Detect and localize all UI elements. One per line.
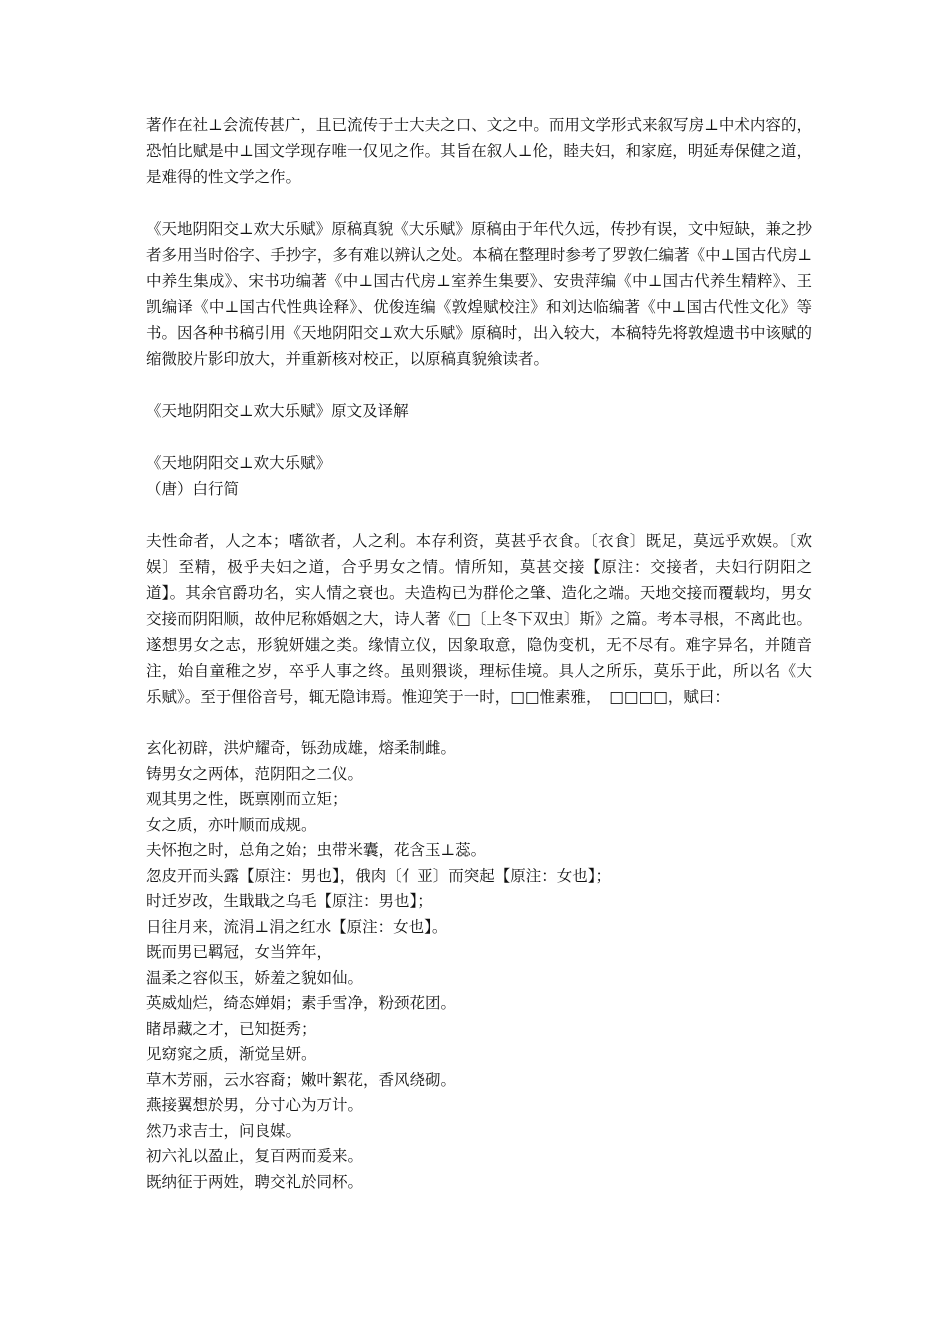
verse-line: 夫怀抱之时，总角之始；虫带米囊，花含玉⊥蕊。 — [146, 841, 487, 859]
verse-block — [146, 736, 812, 1195]
verse-line: 初六礼以盈止，复百两而爰来。 — [146, 1147, 364, 1165]
intro-paragraph: 著作在社⊥会流传甚广，且已流传于士大夫之口、文之中。而用文学形式来叙写房⊥中术内容的，恐怕比赋是中⊥国文学现存唯一仅见之作。其旨在叙人⊥伦，睦夫妇，和家庭，明延寿保健之道，是难得的性文学之作。 — [146, 116, 812, 186]
verse-line: 草木芳丽，云水容裔；嫩叶絮花，香风绕砌。 — [146, 1070, 457, 1089]
verse-line: 然乃求吉士，问良媒。 — [146, 1121, 302, 1140]
verse-line: 日往月来，流涓⊥涓之红水【原注：女也】。 — [146, 917, 448, 936]
preface-paragraph: 夫性命者，人之本；嗜欲者，人之利。本存利资，莫甚乎衣食。〔衣食〕既足，莫远乎欢娱。〔欢娱〕至精，极乎夫妇之道，合乎男女之情。情所知，莫甚交接【原注：交接者，夫妇行阴阳之道】。其余官爵功名，实人情之衰也。夫造构已为群伦之肇、造化之端。天地交接而覆载均，男女交接而阴阳顺，故仲尼称婚姻之大，诗人著《□〔上冬下双虫〕斯》之篇。考本寻根，不离此也。遂想男女之志，形貌妍媸之类。缘情立仪，因象取意，隐伪变机，无不尽有。难字异名，并随音注，始自童稚之岁，卒乎人事之终。虽则猥谈，理标佳境。具人之所乐，莫乐于此，所以名《大乐赋》。至于俚俗音号，辄无隐讳焉。惟迎笑于一时，□□惟素雅， □□□□，赋曰： — [146, 532, 812, 706]
verse-line: 睹昂藏之才，已知挺秀； — [146, 1019, 317, 1038]
verse-line: 既纳征于两姓，聘交礼於同杯。 — [146, 1172, 364, 1191]
paragraph-spacer — [146, 502, 812, 528]
verse-line: 忽皮开而头露【原注：男也】，俄肉〔亻亚〕而突起【原注：女也】； — [146, 866, 612, 885]
verse-line: 观其男之性，既禀刚而立矩； — [146, 790, 348, 808]
verse-line: 英威灿烂，绮态婵娟；素手雪净，粉颈花团。 — [146, 994, 457, 1012]
section-heading: 《天地阴阳交⊥欢大乐赋》原文及译解 — [146, 402, 409, 420]
verse-line: 燕接翼想於男，分寸心为万计。 — [146, 1096, 364, 1114]
work-title: 《天地阴阳交⊥欢大乐赋》 — [146, 454, 332, 472]
document-page — [146, 112, 812, 1195]
paragraph-spacer — [146, 710, 812, 736]
verse-line: 既而男已羁冠，女当笄年， — [146, 943, 333, 961]
verse-line: 玄化初辟，洪炉耀奇，铄劲成雄，熔柔制雌。 — [146, 739, 457, 757]
verse-line: 温柔之容似玉，娇羞之貌如仙。 — [146, 968, 364, 987]
verse-line: 铸男女之两体，范阴阳之二仪。 — [146, 764, 364, 783]
paragraph-spacer — [146, 190, 812, 216]
verse-line: 见窈窕之质，渐觉呈妍。 — [146, 1045, 317, 1063]
verse-line: 时迁岁改，生戢戢之乌毛【原注：男也】； — [146, 892, 433, 910]
verse-line: 女之质，亦叶顺而成规。 — [146, 815, 317, 834]
paragraph-spacer — [146, 372, 812, 398]
paragraph-spacer — [146, 424, 812, 450]
source-note-paragraph: 《天地阴阳交⊥欢大乐赋》原稿真貌《大乐赋》原稿由于年代久远，传抄有误，文中短缺，兼之抄者多用当时俗字、手抄字，多有难以辨认之处。本稿在整理时参考了罗敦仁编著《中⊥国古代房⊥中养生集成》、宋书功编著《中⊥国古代房⊥室养生集要》、安贵萍编《中⊥国古代养生精粹》、王凯编译《中⊥国古代性典诠释》、优俊连编《敦煌赋校注》和刘达临编著《中⊥国古代性文化》等书。因各种书稿引用《天地阴阳交⊥欢大乐赋》原稿时，出入较大，本稿特先将敦煌遗书中该赋的缩微胶片影印放大，并重新核对校正，以原稿真貌飨读者。 — [146, 220, 812, 368]
author-line: （唐）白行简 — [146, 480, 240, 498]
